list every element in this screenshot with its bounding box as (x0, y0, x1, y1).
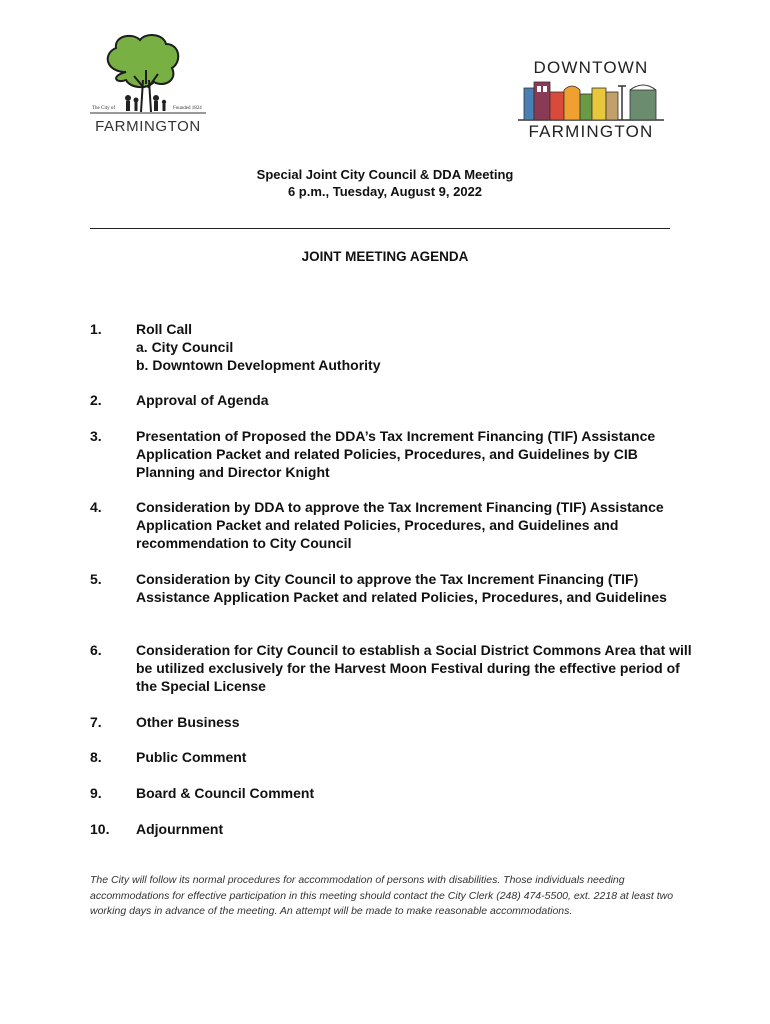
item-text: Roll Call (136, 321, 193, 337)
city-of-farmington-logo (86, 32, 210, 140)
item-number: 4. (90, 499, 102, 515)
item-number: 7. (90, 714, 102, 730)
item-number: 2. (90, 392, 102, 408)
item-number: 3. (90, 428, 102, 444)
item-number: 9. (90, 785, 102, 801)
agenda-heading: JOINT MEETING AGENDA (301, 249, 469, 264)
item-text: Approval of Agenda (136, 392, 269, 408)
logo-tagline-left: The City of (92, 106, 116, 111)
logo-city-name: FARMINGTON (95, 118, 201, 135)
item-text: Consideration by DDA to approve the Tax Increment Financing (TIF) Assistance Application Packet and related Policies, Procedures, and Guidelines and recommendation to City Council (136, 499, 664, 551)
item-number: 1. (90, 321, 102, 337)
logo-tagline-right: Founded 1824 (173, 106, 202, 111)
sub-item: b. Downtown Development Authority (136, 357, 381, 373)
item-text: Consideration for City Council to establish a Social District Commons Area that will be utilized exclusively for the Harvest Moon Festival during the effective period of the Special License (136, 642, 692, 694)
item-text: Public Comment (136, 749, 247, 765)
item-number: 10. (90, 821, 110, 837)
item-number: 6. (90, 642, 102, 658)
item-text: Adjournment (136, 821, 224, 837)
logo-downtown-text: DOWNTOWN (533, 58, 649, 77)
accessibility-note: The City will follow its normal procedures for accommodation of persons with disabilities. Those individuals needing accommodations for effective participation in this meeting should contact the City Clerk (248) 474-5500, ext. 2218 at least two working days in advance of the meeting. An attempt will be made to make reasonable accommodations. (90, 874, 674, 918)
meeting-title: Special Joint City Council & DDA Meeting (256, 167, 514, 182)
storefronts-icon (518, 78, 664, 122)
meeting-date: 6 p.m., Tuesday, August 9, 2022 (287, 184, 483, 199)
divider (90, 228, 670, 229)
item-number: 5. (90, 571, 102, 587)
item-text: Board & Council Comment (136, 785, 315, 801)
item-number: 8. (90, 749, 102, 765)
logo-farmington-text: FARMINGTON (528, 122, 654, 141)
downtown-farmington-logo (506, 56, 676, 148)
item-text: Presentation of Proposed the DDA’s Tax Increment Financing (TIF) Assistance Application Packet and related Policies, Procedures, and Guidelines by CIB Planning and Director Knight (136, 428, 656, 480)
item-text: Consideration by City Council to approve the Tax Increment Financing (TIF) Assistance Application Packet and related Policies, Procedures, and Guidelines (136, 571, 667, 605)
sub-item: a. City Council (136, 339, 234, 355)
item-text: Other Business (136, 714, 240, 730)
